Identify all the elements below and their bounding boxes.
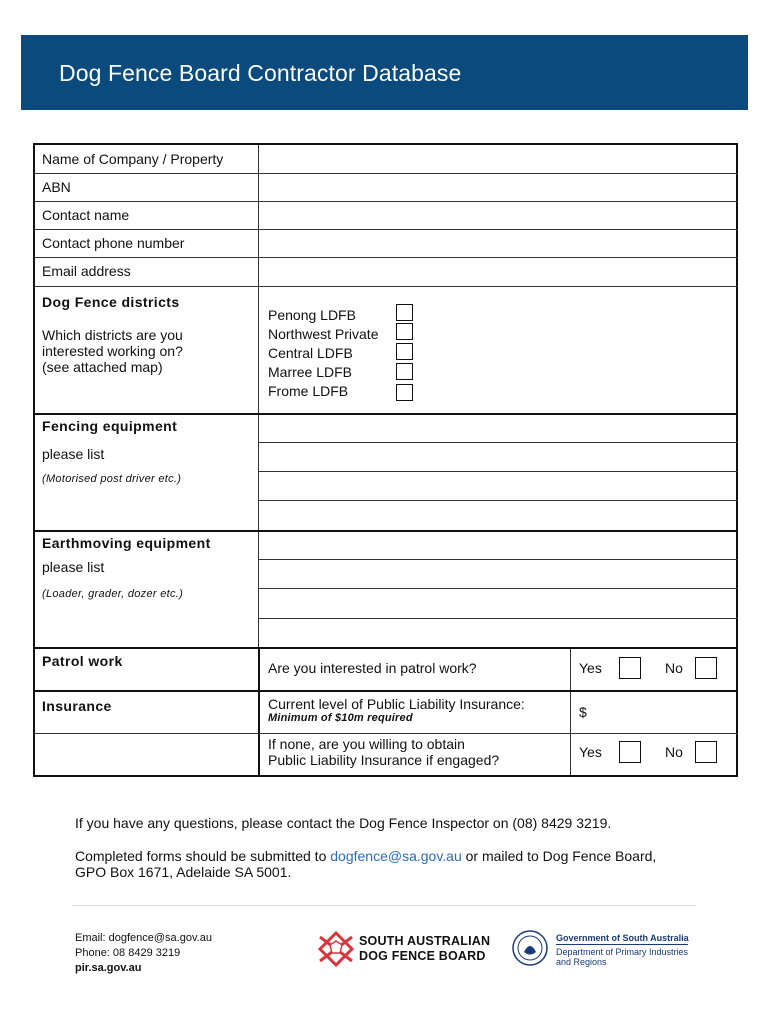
government-title: Government of South Australia: [556, 933, 689, 943]
contact-phone-field[interactable]: [260, 230, 736, 256]
footer-email: Email: dogfence@sa.gov.au: [75, 932, 212, 944]
contact-name-label: Contact name: [42, 207, 130, 223]
patrol-yes-label: Yes: [579, 660, 602, 676]
patrol-no-checkbox[interactable]: [695, 657, 717, 679]
insurance-if-none-question: If none, are you willing to obtain Public Liability Insurance if engaged?: [268, 736, 500, 768]
contractor-form: [33, 143, 738, 777]
abn-label: ABN: [42, 179, 71, 195]
district-option: Marree LDFB: [268, 364, 353, 380]
dog-fence-board-logo-text: SOUTH AUSTRALIAN DOG FENCE BOARD: [359, 934, 491, 963]
frome-checkbox[interactable]: [396, 384, 413, 401]
footer-phone: Phone: 08 8429 3219: [75, 947, 181, 959]
company-name-label: Name of Company / Property: [42, 151, 224, 167]
patrol-heading: Patrol work: [42, 653, 123, 669]
patrol-no-label: No: [665, 660, 683, 676]
earthmoving-equipment-field[interactable]: [260, 532, 736, 645]
fencing-hint: (Motorised post driver etc.): [42, 473, 182, 485]
fencing-equipment-field[interactable]: [260, 415, 736, 528]
title-banner: [21, 35, 748, 110]
penong-checkbox[interactable]: [396, 304, 413, 321]
submit-suffix: or mailed to Dog Fence Board,: [461, 848, 657, 864]
district-option: Northwest Private: [268, 326, 379, 342]
footer-divider: [72, 905, 696, 906]
central-checkbox[interactable]: [396, 343, 413, 360]
footer-website: pir.sa.gov.au: [75, 962, 142, 974]
districts-question: Which districts are you interested working on? (see attached map): [42, 327, 183, 375]
patrol-yes-checkbox[interactable]: [619, 657, 641, 679]
dog-fence-board-logo-icon: [316, 929, 356, 969]
marree-checkbox[interactable]: [396, 363, 413, 380]
district-option: Penong LDFB: [268, 307, 356, 323]
page-title: Dog Fence Board Contractor Database: [59, 60, 462, 86]
patrol-question: Are you interested in patrol work?: [268, 660, 477, 676]
submit-prefix: Completed forms should be submitted to: [75, 848, 331, 864]
questions-note: If you have any questions, please contact the Dog Fence Inspector on (08) 8429 3219.: [75, 815, 612, 831]
submit-email-link[interactable]: dogfence@sa.gov.au: [330, 848, 462, 864]
submit-address: GPO Box 1671, Adelaide SA 5001.: [75, 864, 292, 880]
earthmoving-hint: (Loader, grader, dozer etc.): [42, 588, 184, 600]
government-crest-icon: [511, 929, 549, 967]
northwest-checkbox[interactable]: [396, 323, 413, 340]
insurance-yes-label: Yes: [579, 744, 602, 760]
earthmoving-sub: please list: [42, 559, 105, 575]
district-option: Frome LDFB: [268, 383, 349, 399]
company-name-field[interactable]: [260, 146, 736, 172]
insurance-dollar-sign: $: [579, 704, 587, 720]
email-address-label: Email address: [42, 263, 131, 279]
department-name: Department of Primary Industries and Regions: [556, 947, 689, 967]
earthmoving-heading: Earthmoving equipment: [42, 535, 211, 551]
insurance-minimum-note: Minimum of $10m required: [268, 712, 413, 724]
contact-phone-label: Contact phone number: [42, 235, 185, 251]
email-address-field[interactable]: [260, 258, 736, 285]
insurance-heading: Insurance: [42, 698, 112, 714]
contact-name-field[interactable]: [260, 202, 736, 228]
fencing-sub: please list: [42, 446, 105, 462]
insurance-no-label: No: [665, 744, 683, 760]
fencing-heading: Fencing equipment: [42, 418, 178, 434]
insurance-yes-checkbox[interactable]: [619, 741, 641, 763]
district-option: Central LDFB: [268, 345, 353, 361]
submit-note: [75, 848, 656, 864]
districts-heading: Dog Fence districts: [42, 294, 180, 310]
insurance-no-checkbox[interactable]: [695, 741, 717, 763]
abn-field[interactable]: [260, 174, 736, 200]
insurance-current-label: Current level of Public Liability Insurance:: [268, 696, 525, 712]
insurance-amount-field[interactable]: [591, 693, 736, 731]
